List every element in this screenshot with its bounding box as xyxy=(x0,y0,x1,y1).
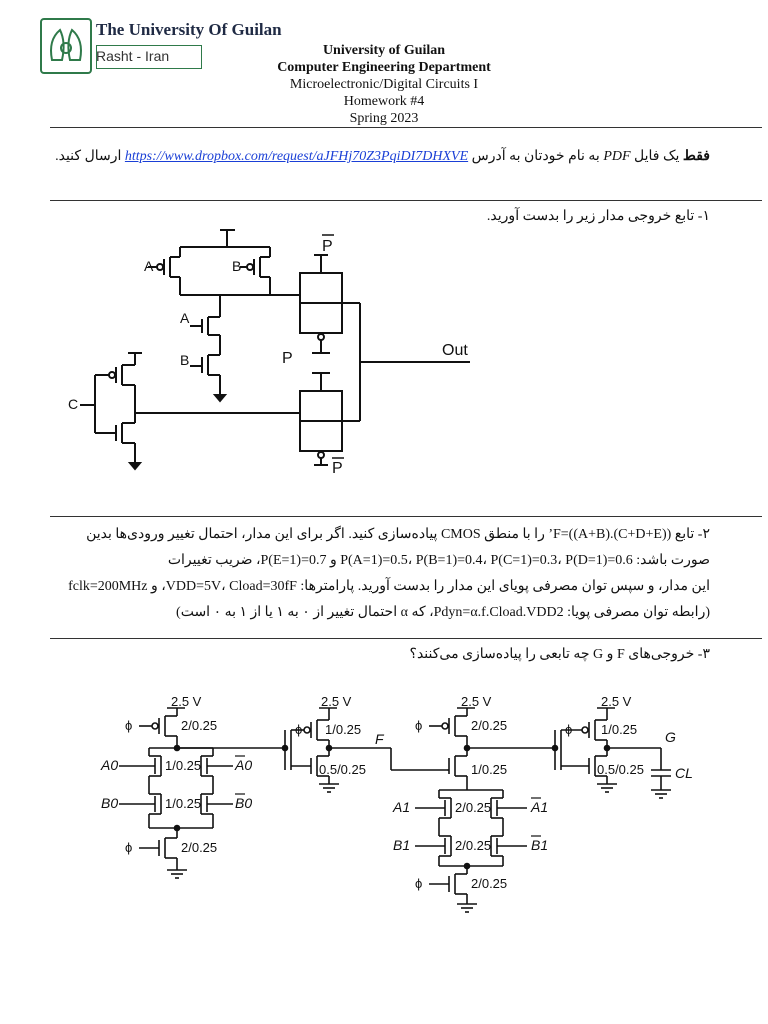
label-b2: B xyxy=(180,352,190,368)
q2-line-1: ۲- تابع F=((A+B).(C+D+E))’ را با منطق CMOS پیاده‌سازی کنید. اگر برای این مدار، احتمال تغییر ورودی‌ها بدین xyxy=(86,527,710,542)
label-b0-bar: B0 xyxy=(235,795,253,811)
submission-text-b: به نام خودتان به آدرس xyxy=(471,149,600,164)
label-b1: B xyxy=(232,258,242,274)
department-name: Computer Engineering Department xyxy=(277,60,491,75)
logo-subtitle: Rasht - Iran xyxy=(96,48,170,64)
label-f: F xyxy=(375,731,384,747)
submission-pdf: PDF xyxy=(603,149,631,164)
pmos-a-bubble xyxy=(157,264,163,270)
label-g: G xyxy=(665,729,676,745)
q2-line-2: صورت باشد: P(A=1)=0.5، P(B=1)=0.4، P(C=1)=0.3، P(D=1)=0.6 و P(E=1)=0.7، ضریب تغییرات xyxy=(167,553,710,568)
divider xyxy=(50,200,762,201)
page-header xyxy=(0,42,768,127)
label-pbar-bottom: P xyxy=(332,460,343,477)
q2-line-3: این مدار، و سپس توان مصرفی پویای این مدار را بدست آورید. پارامترها: VDD=5V، Cload=30fF، و fclk=200MHz xyxy=(68,579,710,594)
label-a0-bar: A0 xyxy=(235,757,253,773)
homework-number: Homework #4 xyxy=(343,94,425,109)
width-label-7: 2/0.25 xyxy=(181,840,218,855)
width-label-10: 2/0.25 xyxy=(455,800,492,815)
vdd-label-2: 2.5 V xyxy=(321,694,352,709)
width-label-4: 1/0.25 xyxy=(601,722,638,737)
label-a1: A1 xyxy=(393,799,411,815)
q1-circuit-diagram xyxy=(60,225,480,495)
width-label-11: 2/0.25 xyxy=(455,838,492,853)
course-name: Microelectronic/Digital Circuits I xyxy=(289,77,479,92)
phi-label-6: ϕ xyxy=(565,722,573,737)
label-out: Out xyxy=(442,342,468,359)
label-cl: CL xyxy=(675,765,693,781)
width-label-3: 2/0.25 xyxy=(471,718,508,733)
submission-only: فقط xyxy=(682,149,710,164)
phi-label-4: ϕ xyxy=(415,718,423,733)
phi-label-5: ϕ xyxy=(415,876,423,891)
logo-title: The University Of Guilan xyxy=(96,20,282,39)
question-3-text: ۳- خروجی‌های F و G چه تابعی را پیاده‌سازی می‌کنند؟ xyxy=(409,647,710,662)
phi-label-2: ϕ xyxy=(125,840,133,855)
width-label-6: 1/0.25 xyxy=(165,796,202,811)
q3-circuit-diagram xyxy=(95,690,695,920)
submission-link[interactable]: https://www.dropbox.com/request/aJFHj70Z3PqiDI7DHXVE xyxy=(124,149,469,164)
submission-text-a: یک فایل xyxy=(634,149,680,164)
q2-line-4: (رابطه توان مصرفی پویا: Pdyn=α.f.Cload.VDD2، که α احتمال تغییر از ۰ به ۱ یا از ۱ به ۰ است) xyxy=(176,605,710,620)
width-label-2: 1/0.25 xyxy=(325,722,362,737)
vdd-label-4: 2.5 V xyxy=(601,694,632,709)
label-a1-bar: A1 xyxy=(531,799,549,815)
question-1-text: ۱- تابع خروجی مدار زیر را بدست آورید. xyxy=(486,209,710,224)
width-label-13: 0.5/0.25 xyxy=(597,762,644,777)
vdd-label-3: 2.5 V xyxy=(461,694,492,709)
submission-instructions xyxy=(50,148,710,165)
divider xyxy=(50,127,762,128)
width-label-8: 0.5/0.25 xyxy=(319,762,366,777)
label-a1: A xyxy=(144,258,154,274)
width-label-9: 1/0.25 xyxy=(471,762,508,777)
label-pbar-top: P xyxy=(322,238,333,255)
width-label-5: 1/0.25 xyxy=(165,758,202,773)
width-label-12: 2/0.25 xyxy=(471,876,508,891)
vdd-label-1: 2.5 V xyxy=(171,694,202,709)
divider xyxy=(50,516,762,517)
pmos-b-bubble xyxy=(247,264,253,270)
label-c: C xyxy=(68,396,79,412)
phi-label-1: ϕ xyxy=(125,718,133,733)
phi-label-3: ϕ xyxy=(295,722,303,737)
university-name: University of Guilan xyxy=(322,43,446,58)
label-b1-bar: B1 xyxy=(531,837,549,853)
width-label-1: 2/0.25 xyxy=(181,718,218,733)
label-a2: A xyxy=(180,310,190,326)
label-a0: A0 xyxy=(101,757,119,773)
label-p: P xyxy=(282,350,293,367)
submission-text-c: ارسال کنید. xyxy=(55,149,122,164)
question-2-block xyxy=(50,522,710,626)
term: Spring 2023 xyxy=(349,111,419,126)
label-b1: B1 xyxy=(393,837,411,853)
divider xyxy=(50,638,762,639)
label-b0: B0 xyxy=(101,795,119,811)
